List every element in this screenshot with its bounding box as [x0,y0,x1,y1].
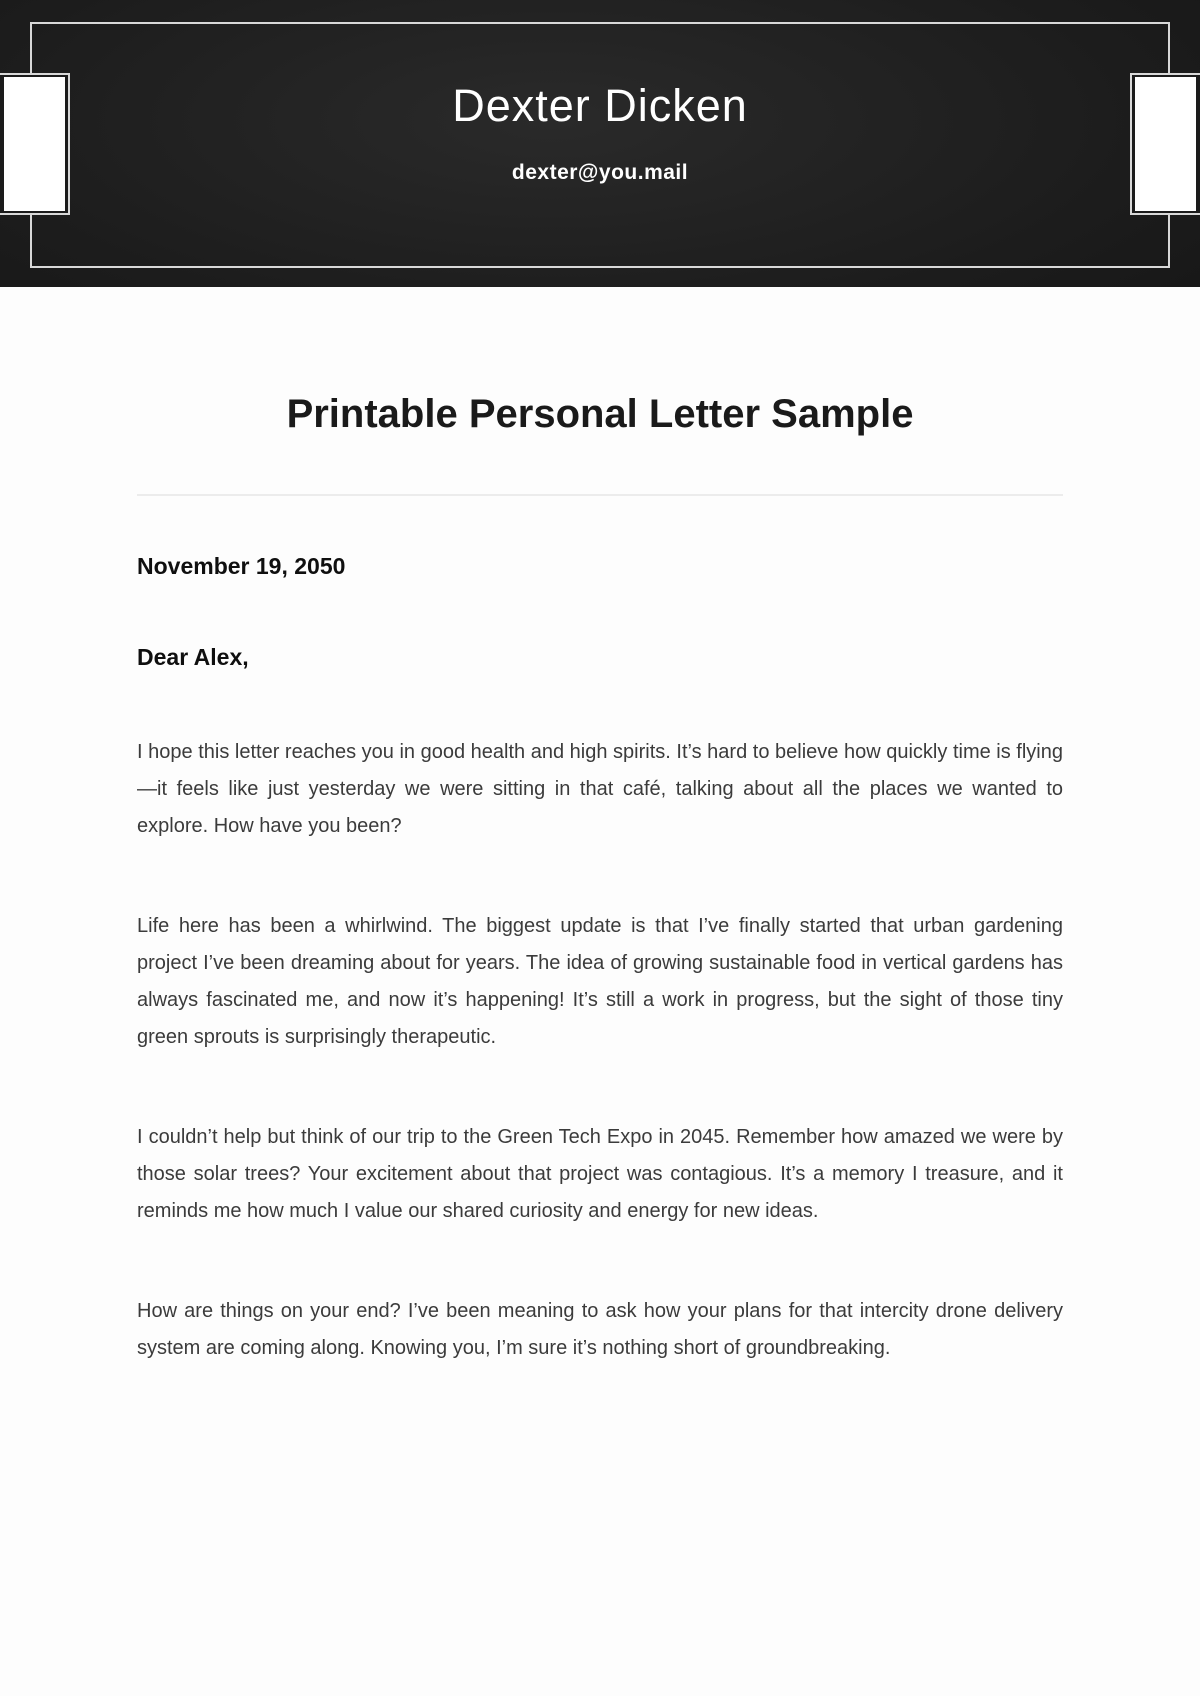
banner-border-frame [30,22,1170,268]
sender-email: dexter@you.mail [511,161,689,184]
title-divider [137,494,1063,496]
sender-name: Dexter Dicken [452,80,748,131]
letter-salutation: Dear Alex, [137,644,249,670]
letter-date: November 19, 2050 [137,553,346,579]
page-title: Printable Personal Letter Sample [286,392,914,436]
letterhead-banner [0,0,1200,287]
letter-paragraph: I couldn’t help but think of our trip to the Green Tech Expo in 2045. Remember how amazed we were by those solar trees? Your excitement about that project was contagious. It’s a memory I treasure, and it reminds me how much I value our shared curiosity and energy for new ideas. [137,1126,1063,1222]
letter-content [0,390,1200,1367]
letter-paragraph: I hope this letter reaches you in good health and high spirits. It’s hard to believe how quickly time is flying—it feels like just yesterday we were sitting in that café, talking about all the places we wanted to explore. How have you been? [137,741,1063,837]
letter-paragraph: How are things on your end? I’ve been meaning to ask how your plans for that intercity drone delivery system are coming along. Knowing you, I’m sure it’s nothing short of groundbreaking. [137,1300,1063,1359]
letter-paragraph: Life here has been a whirlwind. The biggest update is that I’ve finally started that urban gardening project I’ve been dreaming about for years. The idea of growing sustainable food in vertical gardens has always fascinated me, and now it’s happening! It’s still a work in progress, but the sight of those tiny green sprouts is surprisingly therapeutic. [137,915,1063,1048]
